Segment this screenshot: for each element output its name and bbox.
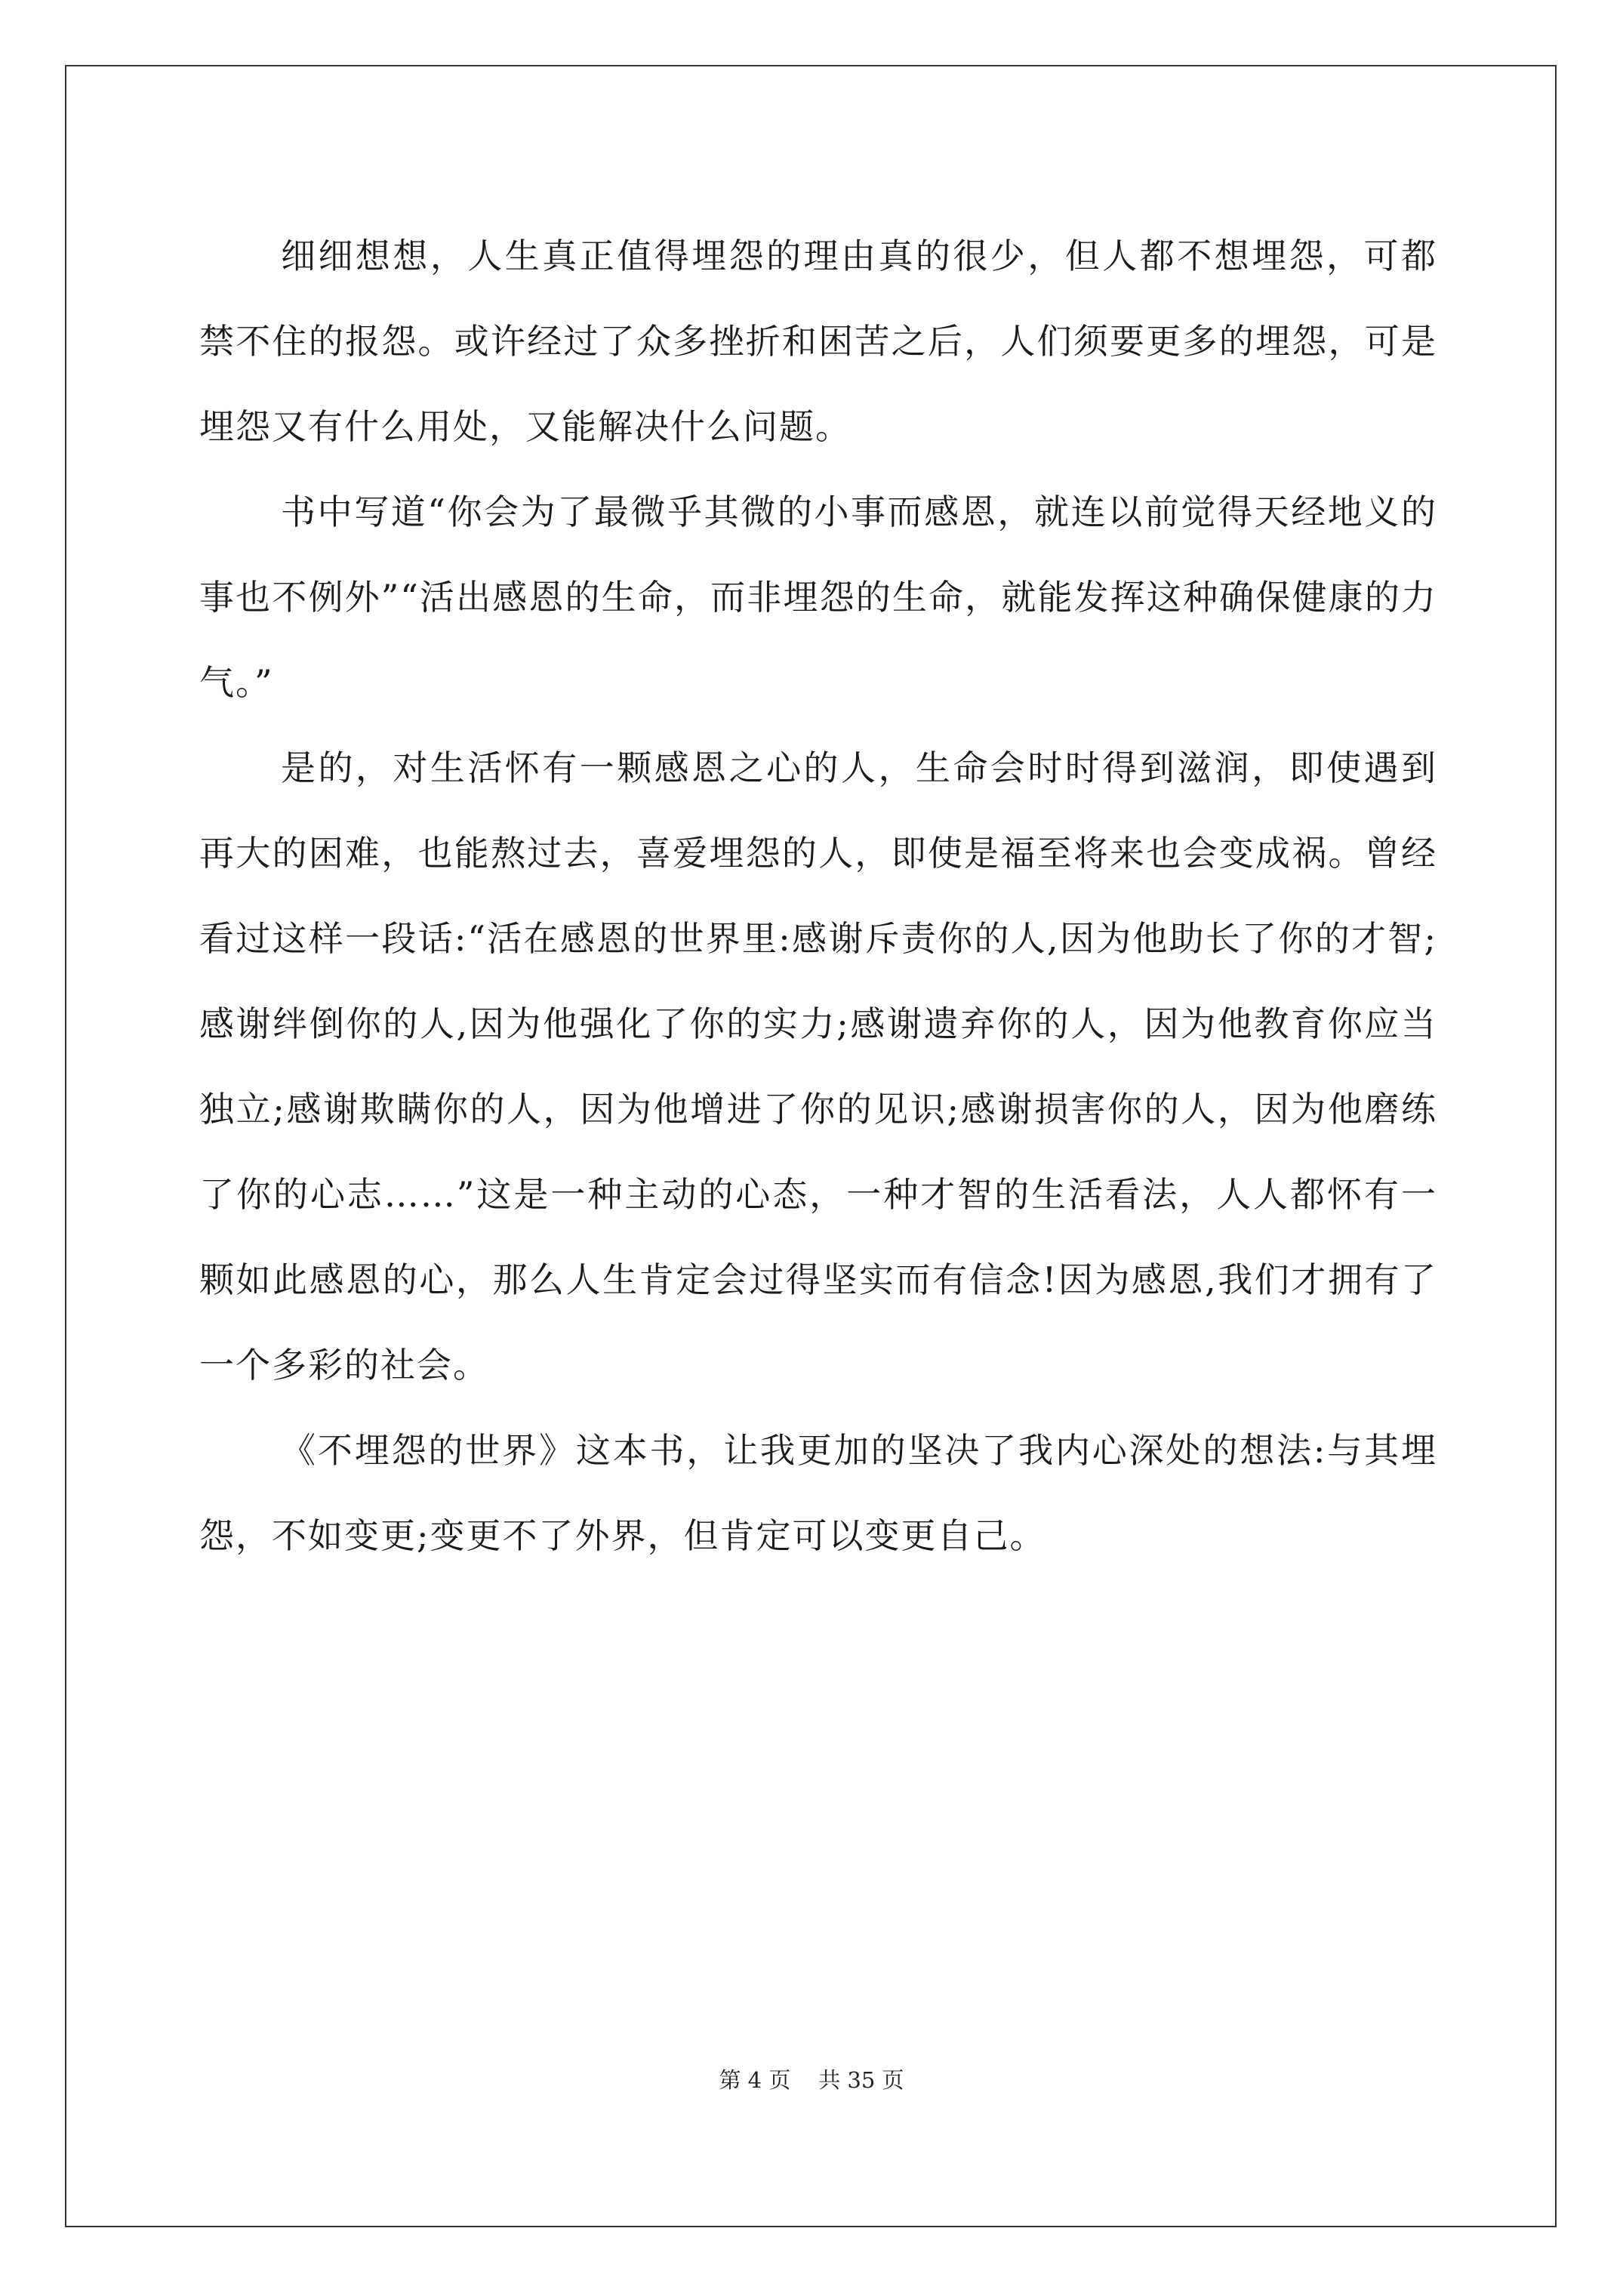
paragraph-4: 《不埋怨的世界》这本书，让我更加的坚决了我内心深处的想法:与其埋怨，不如变更;变更不了外界，但肯定可以变更自己。 <box>199 1430 1437 1556</box>
document-body <box>199 214 1437 1579</box>
page-number-footer: 第 4 页 共 35 页 <box>719 2067 904 2093</box>
paragraph-3: 是的，对生活怀有一颗感恩之心的人，生命会时时得到滋润，即使遇到再大的困难，也能熬过去，喜爱埋怨的人，即使是福至将来也会变成祸。曾经看过这样一段话:“活在感恩的世界里:感谢斥责你的人,因为他助长了你的才智;感谢绊倒你的人,因为他强化了你的实力;感谢遗弃你的人，因为他教育你应当独立;感谢欺瞒你的人，因为他增进了你的见识;感谢损害你的人，因为他磨练了你的心志……”这是一种主动的心态，一种才智的生活看法，人人都怀有一颗如此感恩的心，那么人生肯定会过得坚实而有信念!因为感恩,我们才拥有了一个多彩的社会。 <box>199 747 1437 1385</box>
paragraph-1: 细细想想，人生真正值得埋怨的理由真的很少，但人都不想埋怨，可都禁不住的报怨。或许经过了众多挫折和困苦之后，人们须要更多的埋怨，可是埋怨又有什么用处，又能解决什么问题。 <box>199 236 1437 447</box>
paragraph-2: 书中写道“你会为了最微乎其微的小事而感恩，就连以前觉得天经地义的事也不例外”“活出感恩的生命，而非埋怨的生命，就能发挥这种确保健康的力气。” <box>199 492 1437 703</box>
